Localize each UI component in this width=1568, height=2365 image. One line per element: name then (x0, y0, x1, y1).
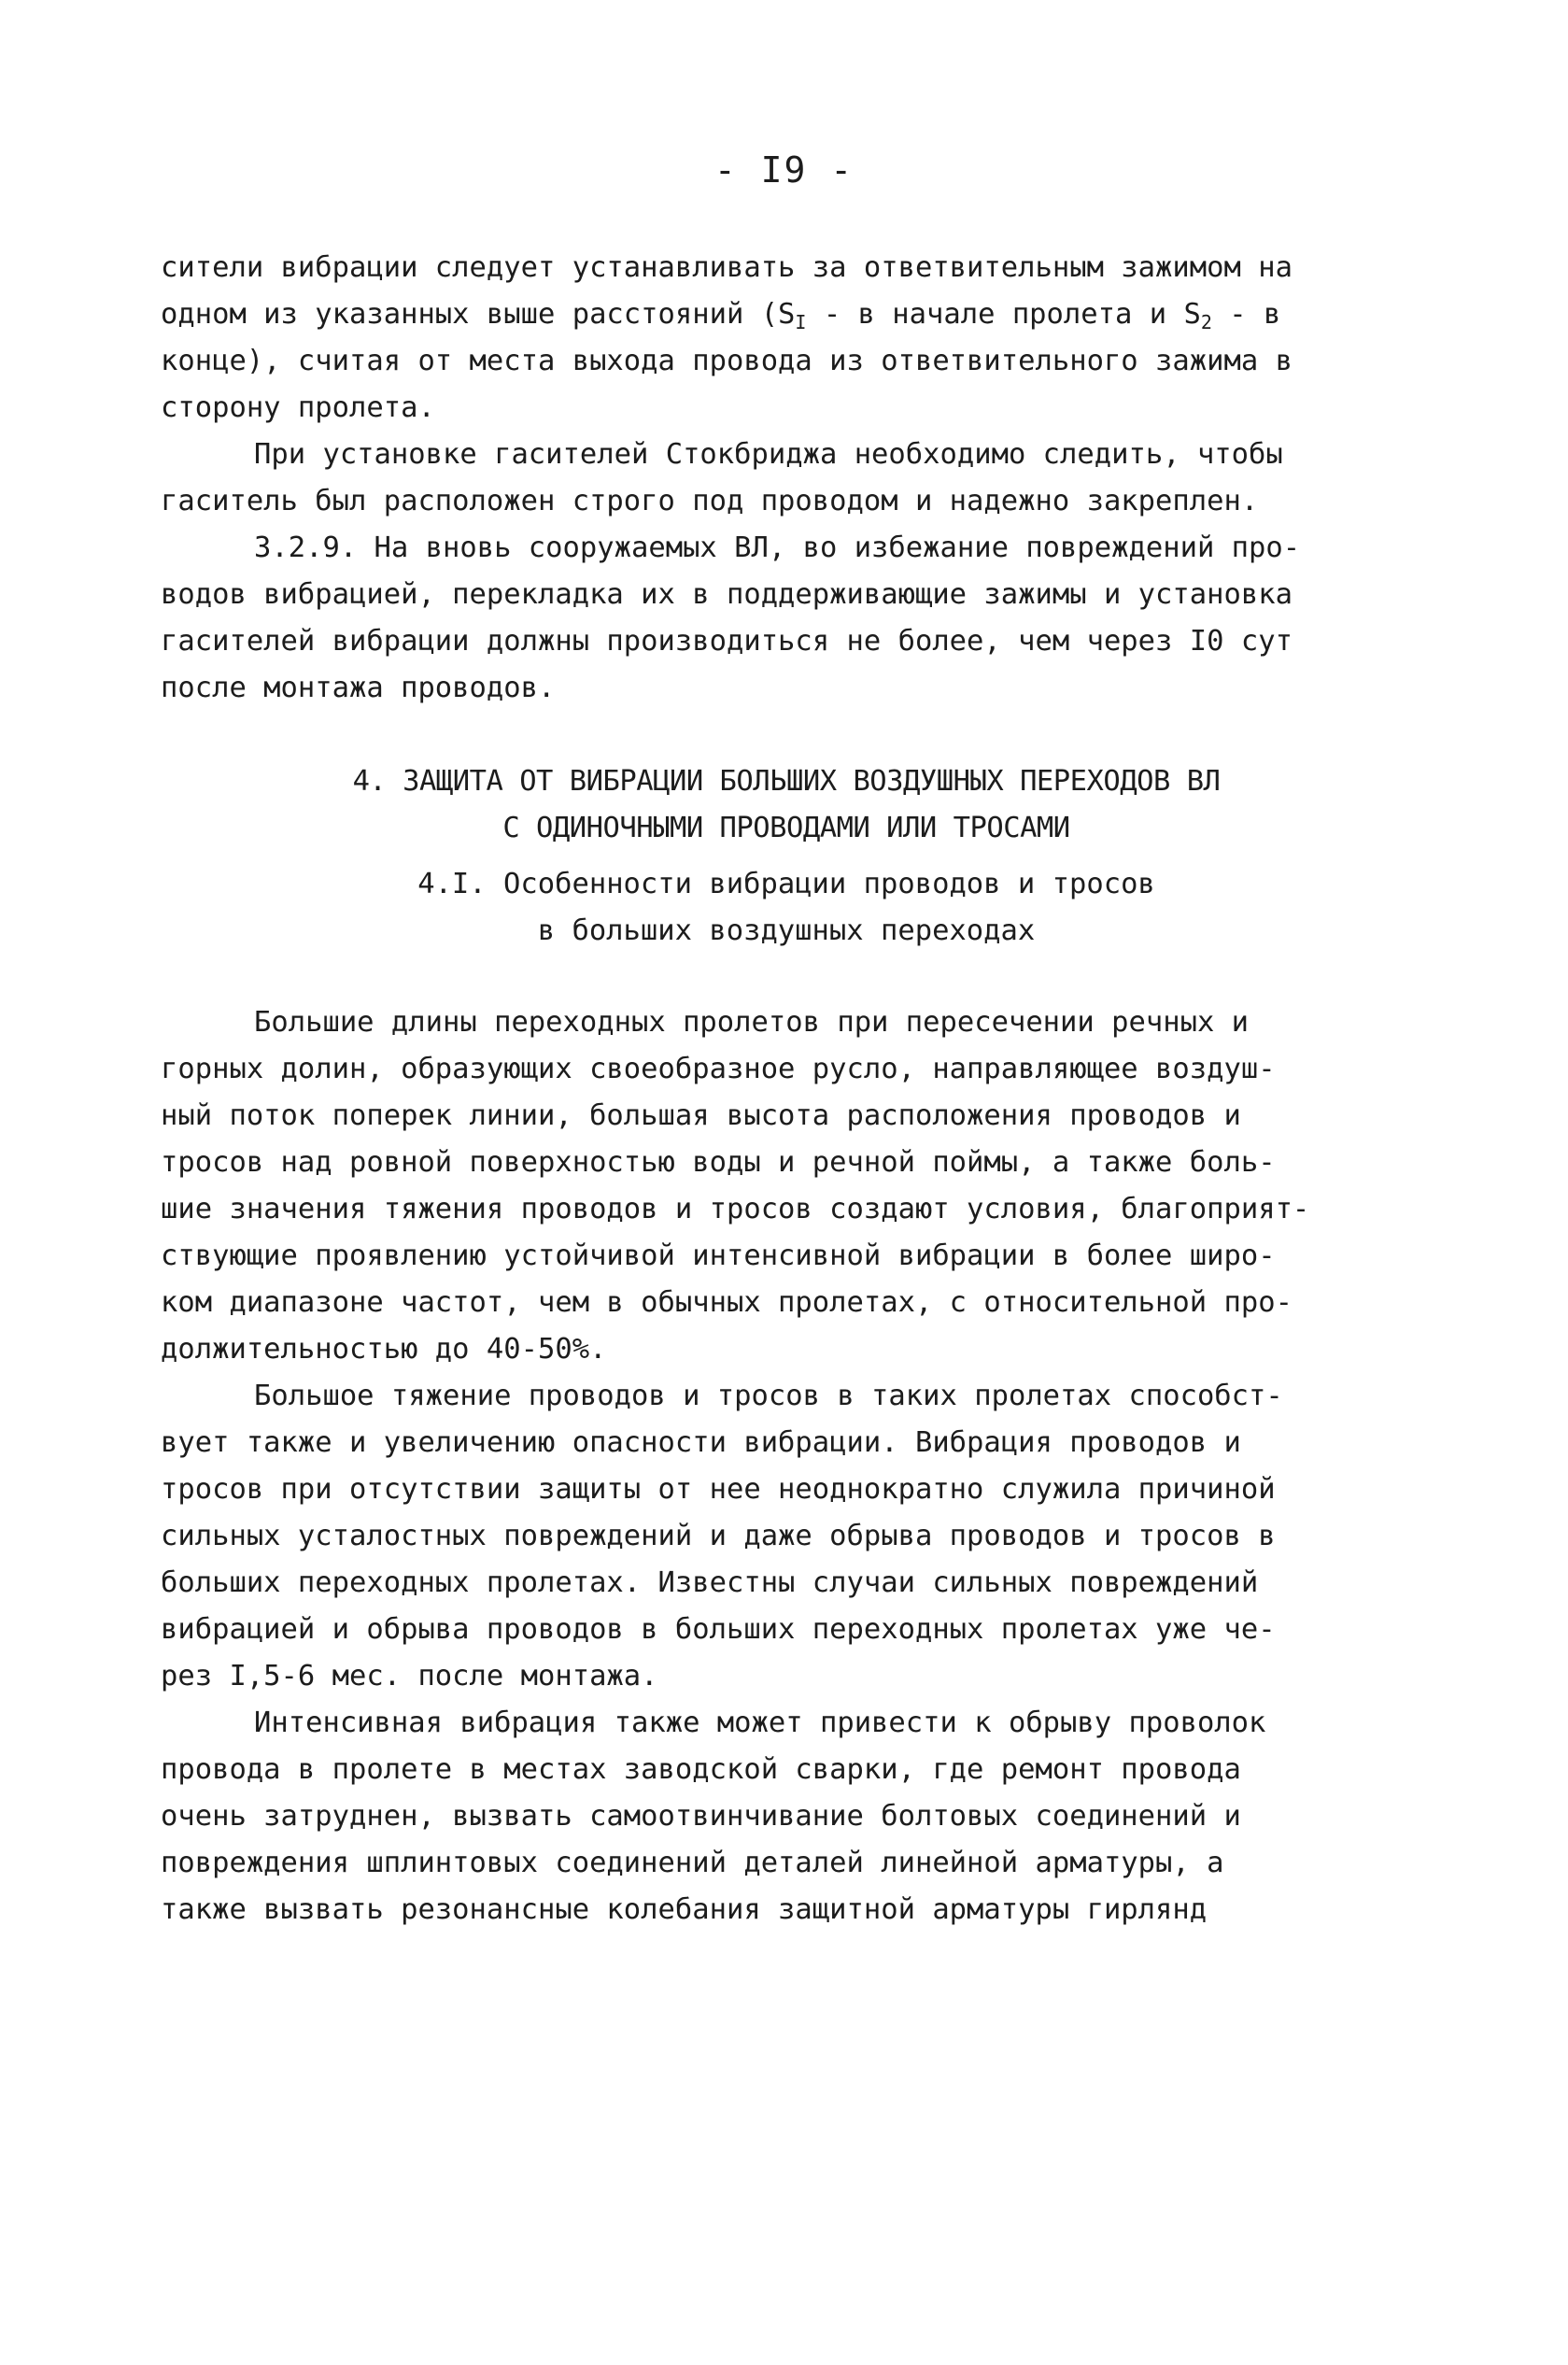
text-line: шие значения тяжения проводов и тросов создают условия, благоприят- (161, 1193, 1310, 1225)
subsection-heading (161, 861, 1412, 955)
text-line: вует также и увеличению опасности вибрации. Вибрация проводов и (161, 1426, 1241, 1459)
text-line: конце), считая от места выхода провода из ответвительного зажима в (161, 345, 1293, 377)
heading-line: 4.I. Особенности вибрации проводов и тросов (417, 868, 1155, 900)
text-line: должительностью до 40-50%. (161, 1333, 607, 1366)
section-heading (161, 758, 1412, 852)
text-line: провода в пролете в местах заводской сварки, где ремонт провода (161, 1753, 1241, 1786)
block-section-4-1 (161, 999, 1412, 1933)
text-line: Большие длины переходных пролетов при пересечении речных и (254, 1006, 1250, 1039)
text-line: повреждения шплинтовых соединений деталей линейной арматуры, а (161, 1847, 1224, 1879)
text-line: после монтажа проводов. (161, 672, 556, 704)
text-line: ствующие проявлению устойчивой интенсивной вибрации в более широ- (161, 1239, 1276, 1272)
paragraph-long-spans (161, 999, 1412, 1373)
text-line: 3.2.9. На вновь сооружаемых ВЛ, во избежание повреждений про- (254, 531, 1301, 564)
text-line: сильных усталостных повреждений и даже обрыва проводов и тросов в (161, 1520, 1276, 1552)
text-line-with-subscripts: одном из указанных выше расстояний ($S_I$ - в начале пролета и $S_2$ - в (161, 298, 1281, 333)
text-line: тросов при отсутствии защиты от нее неоднократно служила причиной (161, 1473, 1276, 1506)
text-line: водов вибрацией, перекладка их в поддерживающие зажимы и установка (161, 578, 1293, 611)
text-line: ком диапазоне частот, чем в обычных пролетах, с относительной про- (161, 1286, 1293, 1319)
text-line: сторону пролета. (161, 391, 435, 424)
text-line: Интенсивная вибрация также может привести к обрыву проволок (254, 1706, 1266, 1739)
text-line: При установке гасителей Стокбриджа необходимо следить, чтобы (254, 438, 1283, 471)
text-line: Большое тяжение проводов и тросов в таких пролетах способст- (254, 1380, 1283, 1412)
heading-line: в больших воздушных переходах (537, 914, 1036, 947)
text-line: гаситель был расположен строго под проводом и надежно закреплен. (161, 485, 1259, 517)
page-number: - I9 - (713, 149, 855, 191)
text-line: ный поток поперек линии, большая высота расположения проводов и (161, 1099, 1241, 1132)
text-line: также вызвать резонансные колебания защитной арматуры гирлянд (161, 1893, 1208, 1926)
paragraph-tension (161, 1373, 1412, 1700)
paragraph-stockbridge (161, 432, 1412, 525)
text-line: сители вибрации следует устанавливать за ответвительным зажимом на (161, 251, 1293, 284)
text-line: гасителей вибрации должны производиться не более, чем через I0 сут (161, 625, 1293, 658)
block-continuation (161, 245, 1412, 712)
text-line: тросов над ровной поверхностью воды и речной поймы, а также боль- (161, 1146, 1276, 1179)
heading-line: 4. ЗАЩИТА ОТ ВИБРАЦИИ БОЛЬШИХ ВОЗДУШНЫХ ПЕРЕХОДОВ ВЛ (352, 765, 1221, 798)
text-line: горных долин, образующих своеобразное русло, направляющее воздуш- (161, 1053, 1276, 1085)
text-line: больших переходных пролетах. Известны случаи сильных повреждений (161, 1566, 1259, 1599)
subscript: 2 (1200, 311, 1212, 333)
text-line: очень затруднен, вызвать самоотвинчивание болтовых соединений и (161, 1800, 1241, 1833)
subscript: I (795, 311, 807, 333)
text-line: рез I,5-6 мес. после монтажа. (161, 1660, 658, 1692)
heading-line: С ОДИНОЧНЫМИ ПРОВОДАМИ ИЛИ ТРОСАМИ (502, 812, 1070, 844)
paragraph-intensive-vibration (161, 1700, 1412, 1933)
paragraph-continuation (161, 245, 1412, 432)
paragraph-3-2-9 (161, 525, 1412, 712)
text-line: вибрацией и обрыва проводов в больших переходных пролетах уже че- (161, 1613, 1276, 1646)
